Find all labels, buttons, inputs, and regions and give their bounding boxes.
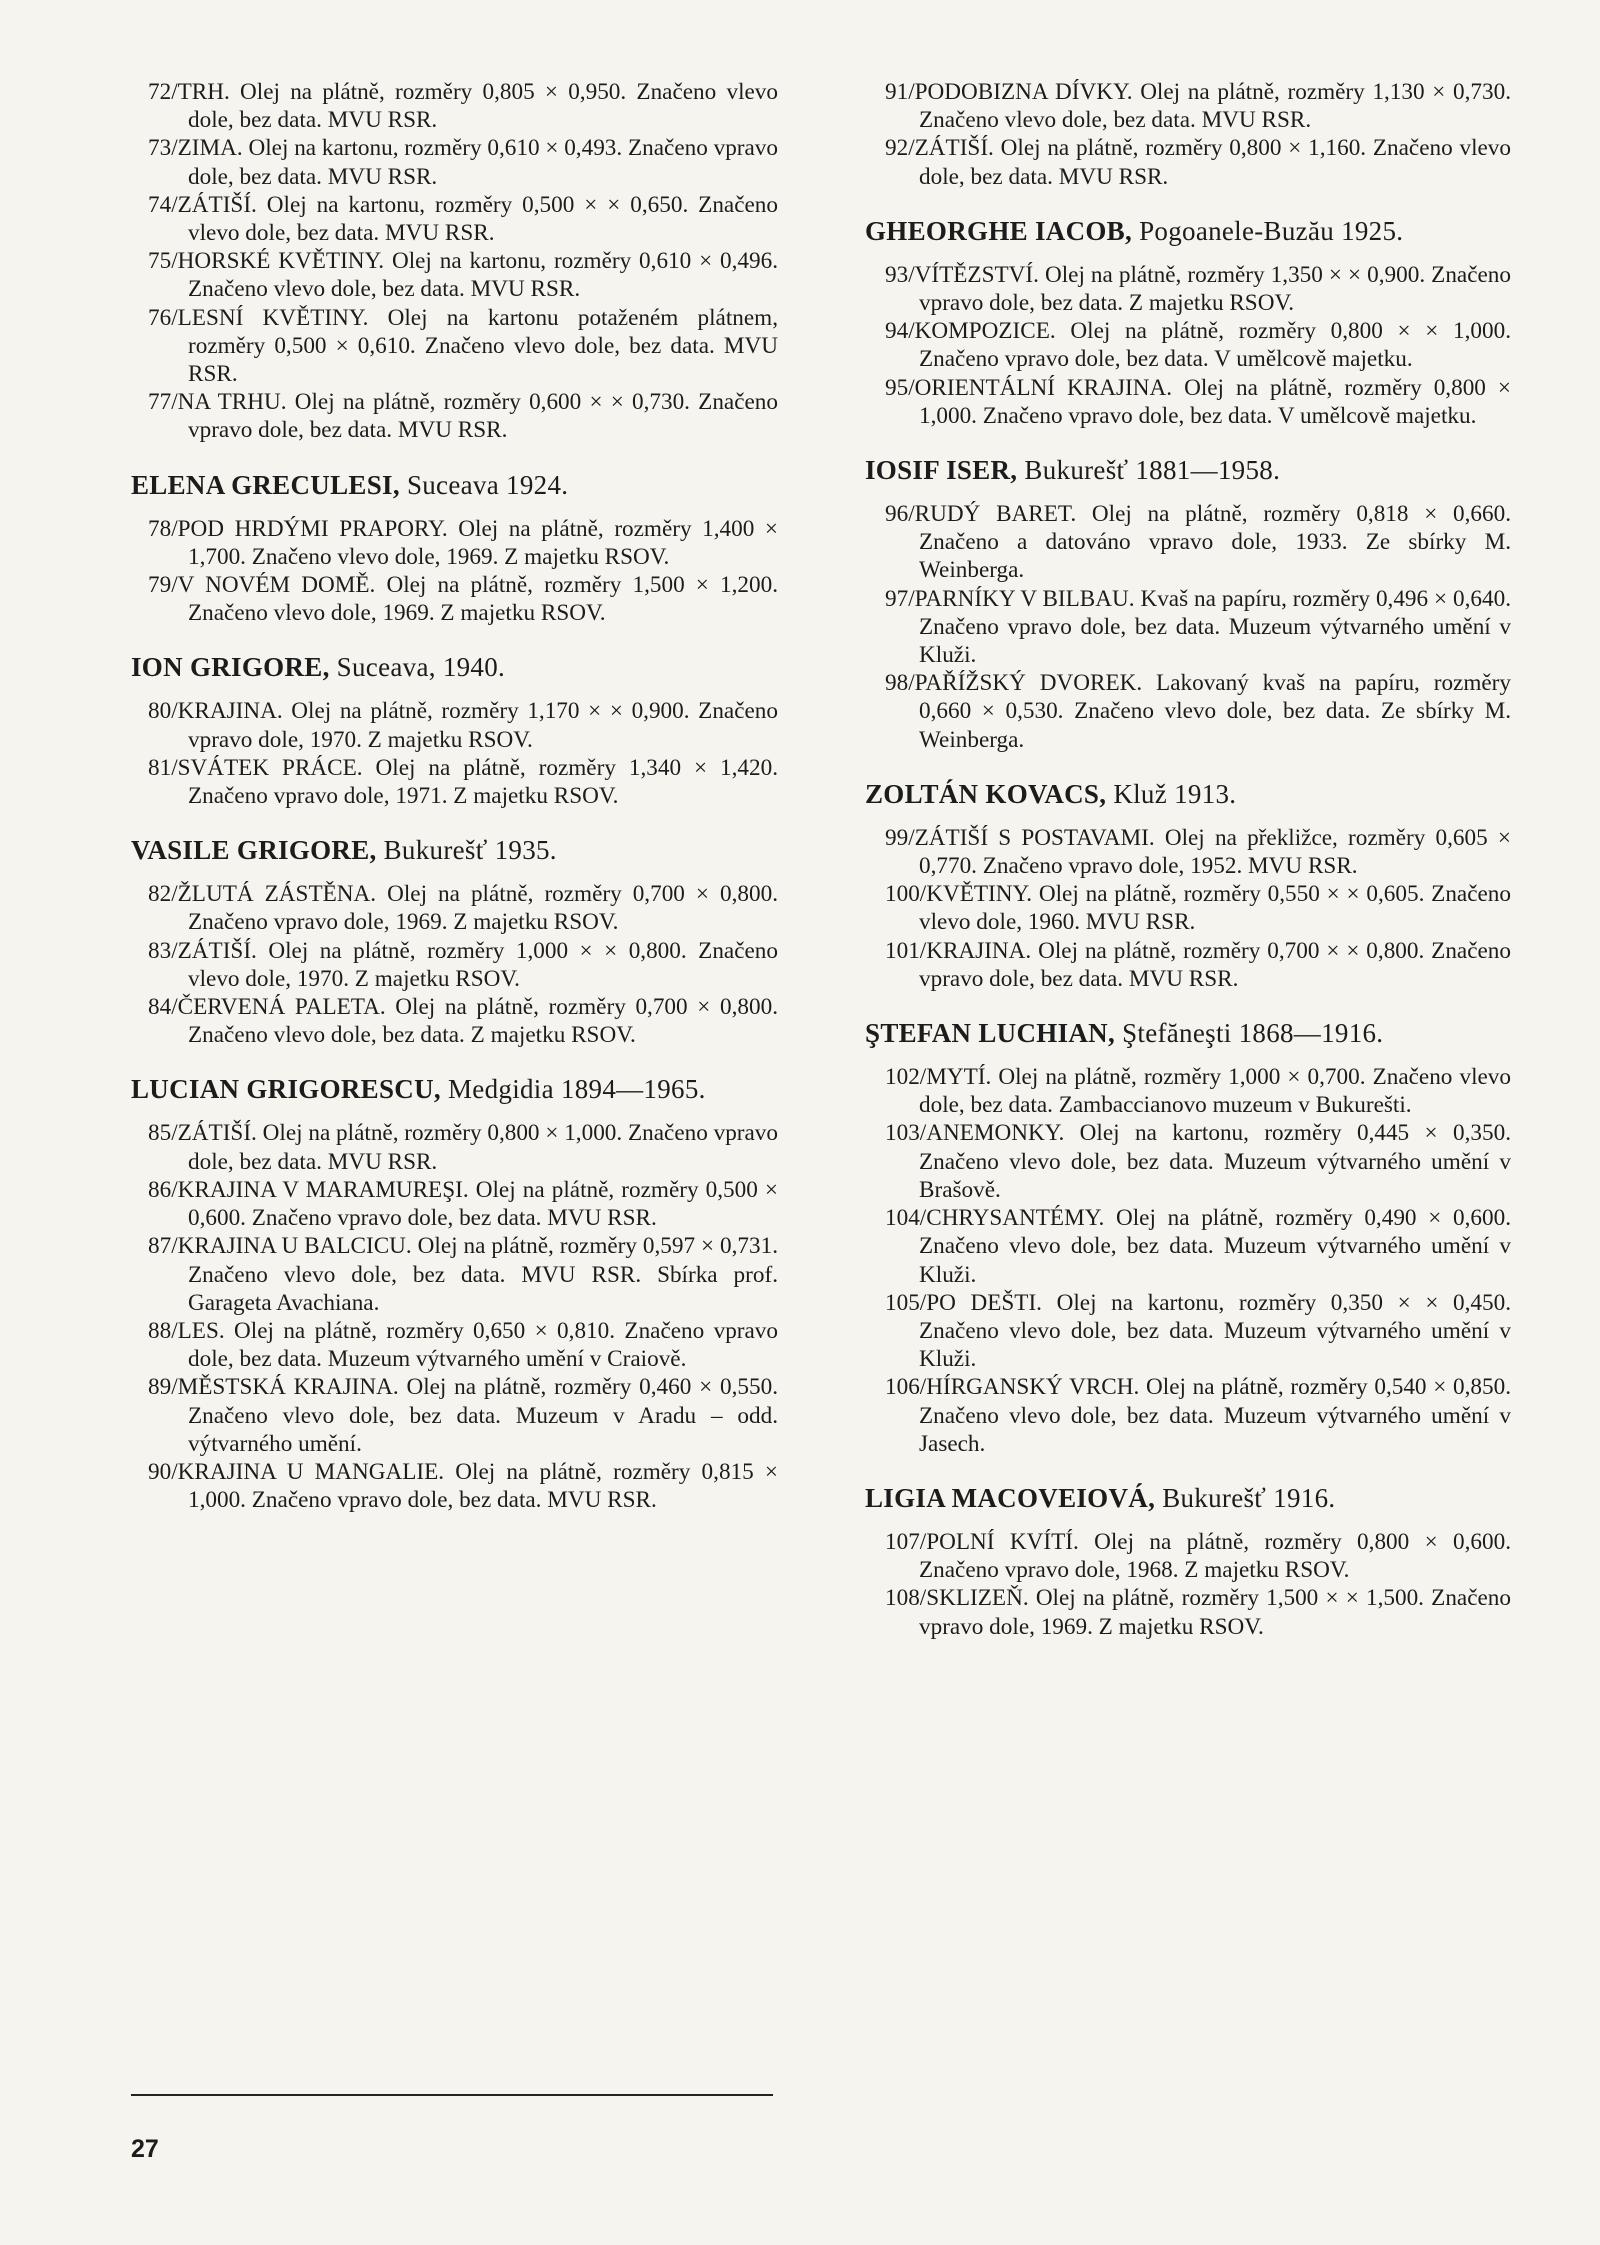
artist-origin: Bukurešť 1935.: [376, 835, 557, 866]
catalog-entry: 85/ZÁTIŠÍ. Olej na plátně, rozměry 0,800 × 1,000. Značeno vpravo dole, bez data. MVU RSR.: [148, 1120, 778, 1175]
catalog-entry: 74/ZÁTIŠÍ. Olej na kartonu, rozměry 0,500 × × 0,650. Značeno vlevo dole, bez data. MVU RSR.: [148, 191, 778, 247]
artist-heading: [131, 469, 778, 501]
catalog-entry: 76/LESNÍ KVĚTINY. Olej na kartonu potaženém plátnem, rozměry 0,500 × 0,610. Značeno vlevo dole, bez data. MVU RSR.: [148, 304, 778, 388]
catalog-entry: 90/KRAJINA U MANGALIE. Olej na plátně, rozměry 0,815 × 1,000. Značeno vpravo dole, bez data. MVU RSR.: [148, 1458, 778, 1514]
artist-origin: Suceava, 1940.: [329, 652, 506, 683]
artist-name: VASILE GRIGORE,: [131, 835, 377, 866]
artist-origin: Kluž 1913.: [1106, 778, 1237, 809]
catalog-entry: 77/NA TRHU. Olej na plátně, rozměry 0,600 × × 0,730. Značeno vpravo dole, bez data. MVU RSR.: [148, 389, 778, 444]
artist-name: IOSIF ISER,: [865, 455, 1018, 486]
catalog-entry: 73/ZIMA. Olej na kartonu, rozměry 0,610 × 0,493. Značeno vpravo dole, bez data. MVU RSR.: [148, 135, 778, 190]
artist-name: GHEORGHE IACOB,: [865, 215, 1133, 246]
catalog-entry: 107/POLNÍ KVÍTÍ. Olej na plátně, rozměry 0,800 × 0,600. Značeno vpravo dole, 1968. Z majetku RSOV.: [885, 1528, 1511, 1584]
artist-name: ZOLTÁN KOVACS,: [865, 778, 1107, 809]
artist-heading: [131, 834, 778, 866]
catalog-entry: 105/PO DEŠTI. Olej na kartonu, rozměry 0,350 × × 0,450. Značeno vlevo dole, bez data. Muzeum výtvarného umění v Kluži.: [885, 1289, 1511, 1373]
catalog-entry: 82/ŽLUTÁ ZÁSTĚNA. Olej na plátně, rozměry 0,700 × 0,800. Značeno vpravo dole, 1969. Z majetku RSOV.: [148, 881, 778, 936]
page-number: 27: [131, 2135, 159, 2163]
catalog-entry: 89/MĚSTSKÁ KRAJINA. Olej na plátně, rozměry 0,460 × 0,550. Značeno vlevo dole, bez data. Muzeum v Aradu – odd. výtvarného umění.: [148, 1374, 778, 1457]
artist-heading: [865, 1482, 1511, 1514]
catalog-entry: 91/PODOBIZNA DÍVKY. Olej na plátně, rozměry 1,130 × 0,730. Značeno vlevo dole, bez data. MVU RSR.: [885, 79, 1511, 134]
catalog-entry: 86/KRAJINA V MARAMUREŞI. Olej na plátně, rozměry 0,500 × 0,600. Značeno vpravo dole, bez data. MVU RSR.: [148, 1176, 778, 1232]
artist-heading: [865, 454, 1511, 486]
catalog-entry: 79/V NOVÉM DOMĚ. Olej na plátně, rozměry 1,500 × 1,200. Značeno vlevo dole, 1969. Z majetku RSOV.: [148, 572, 778, 627]
catalog-entry: 78/POD HRDÝMI PRAPORY. Olej na plátně, rozměry 1,400 × 1,700. Značeno vlevo dole, 1969. Z majetku RSOV.: [148, 515, 778, 570]
artist-name: ELENA GRECULESI,: [131, 469, 400, 500]
catalog-entry: 75/HORSKÉ KVĚTINY. Olej na kartonu, rozměry 0,610 × 0,496. Značeno vlevo dole, bez data. MVU RSR.: [148, 248, 778, 303]
catalog-entry: 72/TRH. Olej na plátně, rozměry 0,805 × 0,950. Značeno vlevo dole, bez data. MVU RSR.: [148, 79, 778, 134]
artist-origin: Bukurešť 1881—1958.: [1017, 455, 1281, 486]
catalog-entry: 93/VÍTĚZSTVÍ. Olej na plátně, rozměry 1,350 × × 0,900. Značeno vpravo dole, bez data. Z majetku RSOV.: [885, 261, 1511, 317]
artist-heading: [131, 1073, 778, 1105]
artist-heading: [131, 651, 778, 683]
footer-rule: [131, 2094, 773, 2096]
catalog-entry: 95/ORIENTÁLNÍ KRAJINA. Olej na plátně, rozměry 0,800 × 1,000. Značeno vpravo dole, bez data. V umělcově majetku.: [885, 374, 1511, 429]
catalog-entry: 100/KVĚTINY. Olej na plátně, rozměry 0,550 × × 0,605. Značeno vlevo dole, 1960. MVU RSR.: [885, 881, 1511, 936]
catalog-entry: 88/LES. Olej na plátně, rozměry 0,650 × 0,810. Značeno vpravo dole, bez data. Muzeum výtvarného umění v Craiově.: [148, 1317, 778, 1373]
catalog-entry: 81/SVÁTEK PRÁCE. Olej na plátně, rozměry 1,340 × 1,420. Značeno vpravo dole, 1971. Z majetku RSOV.: [148, 754, 778, 810]
artist-origin: Pogoanele-Buzău 1925.: [1132, 215, 1404, 246]
artist-name: LIGIA MACOVEIOVÁ,: [865, 1482, 1156, 1513]
catalog-entry: 104/CHRYSANTÉMY. Olej na plátně, rozměry 0,490 × 0,600. Značeno vlevo dole, bez data. Muzeum výtvarného umění v Kluži.: [885, 1205, 1511, 1288]
artist-origin: Suceava 1924.: [399, 469, 569, 500]
artist-heading: [865, 215, 1511, 247]
artist-origin: Bukurešť 1916.: [1155, 1482, 1336, 1513]
right-column: [865, 78, 1511, 1641]
artist-origin: Ştefăneşti 1868—1916.: [1115, 1018, 1384, 1049]
catalog-entry: 99/ZÁTIŠÍ S POSTAVAMI. Olej na překližce, rozměry 0,605 × 0,770. Značeno vpravo dole, 1952. MVU RSR.: [885, 824, 1511, 880]
catalog-entry: 94/KOMPOZICE. Olej na plátně, rozměry 0,800 × × 1,000. Značeno vpravo dole, bez data. V umělcově majetku.: [885, 318, 1511, 373]
catalog-entry: 101/KRAJINA. Olej na plátně, rozměry 0,700 × × 0,800. Značeno vpravo dole, bez data. MVU RSR.: [885, 937, 1511, 992]
catalog-entry: 103/ANEMONKY. Olej na kartonu, rozměry 0,445 × 0,350. Značeno vlevo dole, bez data. Muzeum výtvarného umění v Brašově.: [885, 1120, 1511, 1203]
artist-origin: Medgidia 1894—1965.: [440, 1074, 706, 1105]
artist-name: LUCIAN GRIGORESCU,: [131, 1074, 441, 1105]
catalog-entry: 98/PAŘÍŽSKÝ DVOREK. Lakovaný kvaš na papíru, rozměry 0,660 × 0,530. Značeno vlevo dole, bez data. Ze sbírky M. Weinberga.: [885, 670, 1511, 753]
artist-name: ION GRIGORE,: [131, 652, 330, 683]
catalog-entry: 84/ČERVENÁ PALETA. Olej na plátně, rozměry 0,700 × 0,800. Značeno vlevo dole, bez data. Z majetku RSOV.: [148, 994, 778, 1049]
catalog-entry: 108/SKLIZEŇ. Olej na plátně, rozměry 1,500 × × 1,500. Značeno vpravo dole, 1969. Z majetku RSOV.: [885, 1585, 1511, 1640]
catalog-entry: 80/KRAJINA. Olej na plátně, rozměry 1,170 × × 0,900. Značeno vpravo dole, 1970. Z majetku RSOV.: [148, 698, 778, 753]
catalog-entry: 92/ZÁTIŠÍ. Olej na plátně, rozměry 0,800 × 1,160. Značeno vlevo dole, bez data. MVU RSR.: [885, 135, 1511, 190]
left-column: [131, 78, 778, 1514]
catalog-entry: 106/HÍRGANSKÝ VRCH. Olej na plátně, rozměry 0,540 × 0,850. Značeno vlevo dole, bez data. Muzeum výtvarného umění v Jasech.: [885, 1374, 1511, 1457]
catalog-entry: 83/ZÁTIŠÍ. Olej na plátně, rozměry 1,000 × × 0,800. Značeno vlevo dole, 1970. Z majetku RSOV.: [148, 937, 778, 992]
catalog-entry: 97/PARNÍKY V BILBAU. Kvaš na papíru, rozměry 0,496 × 0,640. Značeno vpravo dole, bez data. Muzeum výtvarného umění v Kluži.: [885, 585, 1511, 669]
catalog-entry: 102/MYTÍ. Olej na plátně, rozměry 1,000 × 0,700. Značeno vlevo dole, bez data. Zambaccianovo muzeum v Bukurešti.: [885, 1064, 1511, 1119]
artist-heading: [865, 778, 1511, 810]
catalog-entry: 87/KRAJINA U BALCICU. Olej na plátně, rozměry 0,597 × 0,731. Značeno vlevo dole, bez data. MVU RSR. Sbírka prof. Garageta Avachiana.: [148, 1233, 778, 1316]
artist-heading: [865, 1017, 1511, 1049]
artist-name: ŞTEFAN LUCHIAN,: [865, 1018, 1116, 1049]
catalog-entry: 96/RUDÝ BARET. Olej na plátně, rozměry 0,818 × 0,660. Značeno a datováno vpravo dole, 1933. Ze sbírky M. Weinberga.: [885, 501, 1511, 584]
